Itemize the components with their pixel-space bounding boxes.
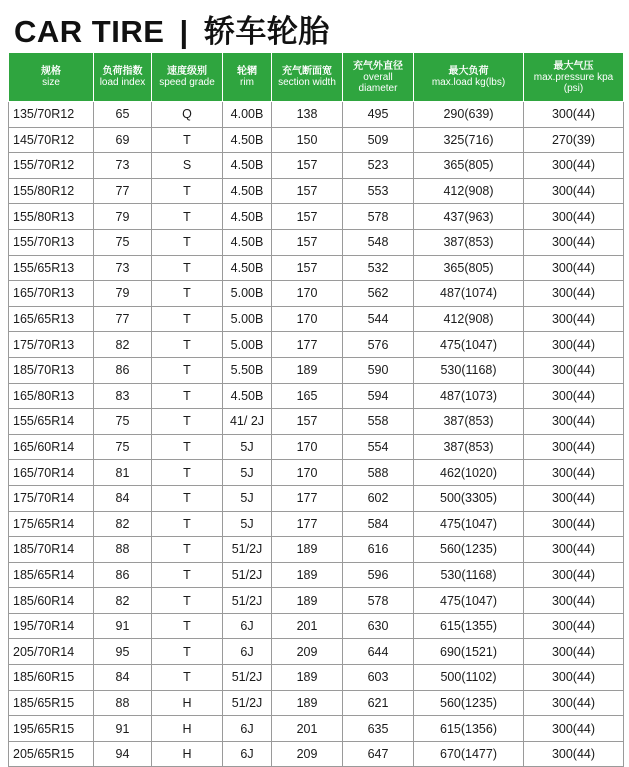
cell-overall-diameter: 548 bbox=[343, 229, 414, 255]
cell-overall-diameter: 630 bbox=[343, 613, 414, 639]
table-row bbox=[9, 741, 624, 767]
cell-speed-grade: T bbox=[152, 178, 223, 204]
cell-size: 185/60R15 bbox=[9, 665, 94, 691]
cell-size: 155/70R13 bbox=[9, 229, 94, 255]
cell-max-load: 387(853) bbox=[414, 409, 524, 435]
cell-size: 155/80R13 bbox=[9, 204, 94, 230]
cell-load-index: 82 bbox=[94, 588, 152, 614]
cell-max-load: 290(639) bbox=[414, 102, 524, 128]
cell-rim: 4.00B bbox=[223, 102, 272, 128]
table-row bbox=[9, 383, 624, 409]
cell-section-width: 150 bbox=[272, 127, 343, 153]
table-row bbox=[9, 690, 624, 716]
cell-max-pressure: 300(44) bbox=[524, 357, 624, 383]
column-header-en: max.pressure kpa (psi) bbox=[533, 71, 614, 94]
table-row bbox=[9, 409, 624, 435]
cell-max-pressure: 300(44) bbox=[524, 511, 624, 537]
cell-section-width: 201 bbox=[272, 716, 343, 742]
cell-rim: 5J bbox=[223, 485, 272, 511]
cell-overall-diameter: 562 bbox=[343, 281, 414, 307]
cell-load-index: 82 bbox=[94, 332, 152, 358]
cell-rim: 41/ 2J bbox=[223, 409, 272, 435]
cell-load-index: 77 bbox=[94, 306, 152, 332]
cell-section-width: 170 bbox=[272, 434, 343, 460]
cell-max-load: 615(1356) bbox=[414, 716, 524, 742]
table-row bbox=[9, 434, 624, 460]
cell-size: 195/70R14 bbox=[9, 613, 94, 639]
cell-size: 185/70R13 bbox=[9, 357, 94, 383]
cell-size: 155/70R12 bbox=[9, 153, 94, 179]
cell-max-load: 387(853) bbox=[414, 229, 524, 255]
cell-speed-grade: T bbox=[152, 229, 223, 255]
cell-load-index: 65 bbox=[94, 102, 152, 128]
cell-rim: 5.00B bbox=[223, 332, 272, 358]
cell-overall-diameter: 647 bbox=[343, 741, 414, 767]
cell-max-load: 530(1168) bbox=[414, 357, 524, 383]
cell-max-load: 560(1235) bbox=[414, 690, 524, 716]
table-row bbox=[9, 102, 624, 128]
cell-overall-diameter: 578 bbox=[343, 204, 414, 230]
cell-section-width: 189 bbox=[272, 665, 343, 691]
cell-section-width: 170 bbox=[272, 306, 343, 332]
cell-max-pressure: 300(44) bbox=[524, 537, 624, 563]
cell-section-width: 157 bbox=[272, 178, 343, 204]
cell-max-pressure: 300(44) bbox=[524, 434, 624, 460]
cell-load-index: 81 bbox=[94, 460, 152, 486]
cell-overall-diameter: 495 bbox=[343, 102, 414, 128]
cell-rim: 4.50B bbox=[223, 255, 272, 281]
cell-speed-grade: T bbox=[152, 306, 223, 332]
cell-speed-grade: T bbox=[152, 588, 223, 614]
cell-overall-diameter: 603 bbox=[343, 665, 414, 691]
cell-max-pressure: 300(44) bbox=[524, 383, 624, 409]
table-row bbox=[9, 153, 624, 179]
cell-size: 135/70R12 bbox=[9, 102, 94, 128]
cell-rim: 5J bbox=[223, 460, 272, 486]
cell-max-load: 412(908) bbox=[414, 178, 524, 204]
cell-overall-diameter: 588 bbox=[343, 460, 414, 486]
cell-max-load: 462(1020) bbox=[414, 460, 524, 486]
table-row bbox=[9, 229, 624, 255]
column-header-en: overall diameter bbox=[358, 71, 398, 94]
cell-section-width: 170 bbox=[272, 281, 343, 307]
cell-speed-grade: H bbox=[152, 741, 223, 767]
cell-load-index: 84 bbox=[94, 485, 152, 511]
cell-load-index: 77 bbox=[94, 178, 152, 204]
column-header-en: max.load kg(lbs) bbox=[431, 77, 506, 88]
cell-max-load: 670(1477) bbox=[414, 741, 524, 767]
cell-rim: 51/2J bbox=[223, 537, 272, 563]
column-header-size bbox=[9, 53, 94, 102]
cell-load-index: 75 bbox=[94, 409, 152, 435]
table-row bbox=[9, 485, 624, 511]
column-header-zh: 充气外直径 bbox=[353, 60, 403, 72]
table-row bbox=[9, 537, 624, 563]
cell-size: 185/70R14 bbox=[9, 537, 94, 563]
cell-rim: 5J bbox=[223, 511, 272, 537]
cell-speed-grade: T bbox=[152, 665, 223, 691]
column-header-overall-diameter bbox=[343, 53, 414, 102]
cell-load-index: 83 bbox=[94, 383, 152, 409]
cell-max-load: 500(3305) bbox=[414, 485, 524, 511]
table-row bbox=[9, 178, 624, 204]
cell-rim: 5.50B bbox=[223, 357, 272, 383]
table-row bbox=[9, 460, 624, 486]
table-row bbox=[9, 127, 624, 153]
cell-size: 165/65R13 bbox=[9, 306, 94, 332]
column-header-en: section width bbox=[278, 77, 336, 88]
cell-max-load: 560(1235) bbox=[414, 537, 524, 563]
cell-section-width: 177 bbox=[272, 511, 343, 537]
column-header-load-index bbox=[94, 53, 152, 102]
cell-rim: 51/2J bbox=[223, 588, 272, 614]
cell-overall-diameter: 621 bbox=[343, 690, 414, 716]
cell-overall-diameter: 553 bbox=[343, 178, 414, 204]
cell-max-load: 475(1047) bbox=[414, 332, 524, 358]
cell-speed-grade: T bbox=[152, 562, 223, 588]
column-header-zh: 负荷指数 bbox=[102, 66, 143, 77]
cell-size: 165/70R13 bbox=[9, 281, 94, 307]
column-header-en: rim bbox=[240, 77, 254, 88]
page-title bbox=[14, 6, 330, 51]
cell-max-pressure: 300(44) bbox=[524, 255, 624, 281]
cell-section-width: 189 bbox=[272, 537, 343, 563]
cell-rim: 51/2J bbox=[223, 665, 272, 691]
cell-max-load: 387(853) bbox=[414, 434, 524, 460]
table-row bbox=[9, 562, 624, 588]
column-header-rim bbox=[223, 53, 272, 102]
cell-load-index: 79 bbox=[94, 281, 152, 307]
cell-overall-diameter: 532 bbox=[343, 255, 414, 281]
cell-rim: 4.50B bbox=[223, 127, 272, 153]
cell-load-index: 88 bbox=[94, 690, 152, 716]
tire-spec-table bbox=[8, 52, 624, 767]
title-zh: 轿车轮胎 bbox=[203, 14, 330, 49]
cell-overall-diameter: 635 bbox=[343, 716, 414, 742]
cell-speed-grade: T bbox=[152, 485, 223, 511]
cell-load-index: 69 bbox=[94, 127, 152, 153]
title-separator: | bbox=[179, 14, 189, 49]
cell-overall-diameter: 509 bbox=[343, 127, 414, 153]
cell-speed-grade: S bbox=[152, 153, 223, 179]
title-en: CAR TIRE bbox=[14, 14, 165, 49]
cell-rim: 4.50B bbox=[223, 383, 272, 409]
table-row bbox=[9, 665, 624, 691]
cell-rim: 4.50B bbox=[223, 153, 272, 179]
cell-speed-grade: T bbox=[152, 127, 223, 153]
cell-overall-diameter: 616 bbox=[343, 537, 414, 563]
cell-size: 165/60R14 bbox=[9, 434, 94, 460]
cell-section-width: 209 bbox=[272, 639, 343, 665]
cell-section-width: 157 bbox=[272, 255, 343, 281]
cell-load-index: 86 bbox=[94, 562, 152, 588]
cell-max-pressure: 300(44) bbox=[524, 332, 624, 358]
cell-overall-diameter: 558 bbox=[343, 409, 414, 435]
cell-section-width: 189 bbox=[272, 562, 343, 588]
column-header-zh: 最大气压 bbox=[553, 60, 594, 72]
cell-max-load: 615(1355) bbox=[414, 613, 524, 639]
table-row bbox=[9, 716, 624, 742]
cell-max-pressure: 300(44) bbox=[524, 690, 624, 716]
cell-load-index: 82 bbox=[94, 511, 152, 537]
cell-max-pressure: 300(44) bbox=[524, 562, 624, 588]
cell-size: 185/65R14 bbox=[9, 562, 94, 588]
cell-section-width: 177 bbox=[272, 332, 343, 358]
column-header-zh: 轮辋 bbox=[237, 66, 257, 77]
cell-max-pressure: 300(44) bbox=[524, 204, 624, 230]
cell-section-width: 138 bbox=[272, 102, 343, 128]
cell-section-width: 201 bbox=[272, 613, 343, 639]
cell-size: 175/70R14 bbox=[9, 485, 94, 511]
cell-speed-grade: H bbox=[152, 690, 223, 716]
cell-load-index: 75 bbox=[94, 434, 152, 460]
table-row bbox=[9, 357, 624, 383]
column-header-en: speed grade bbox=[159, 77, 215, 88]
cell-max-load: 487(1073) bbox=[414, 383, 524, 409]
cell-size: 155/65R14 bbox=[9, 409, 94, 435]
cell-rim: 6J bbox=[223, 741, 272, 767]
column-header-en: size bbox=[42, 77, 60, 88]
cell-max-pressure: 300(44) bbox=[524, 665, 624, 691]
table-row bbox=[9, 511, 624, 537]
column-header-zh: 最大负荷 bbox=[448, 66, 489, 77]
cell-max-load: 500(1102) bbox=[414, 665, 524, 691]
cell-section-width: 157 bbox=[272, 409, 343, 435]
column-header-zh: 充气断面宽 bbox=[282, 66, 332, 77]
cell-size: 205/65R15 bbox=[9, 741, 94, 767]
cell-overall-diameter: 554 bbox=[343, 434, 414, 460]
cell-overall-diameter: 644 bbox=[343, 639, 414, 665]
cell-rim: 4.50B bbox=[223, 229, 272, 255]
cell-max-load: 412(908) bbox=[414, 306, 524, 332]
cell-size: 195/65R15 bbox=[9, 716, 94, 742]
cell-section-width: 157 bbox=[272, 229, 343, 255]
table-row bbox=[9, 281, 624, 307]
cell-section-width: 165 bbox=[272, 383, 343, 409]
cell-load-index: 95 bbox=[94, 639, 152, 665]
cell-section-width: 170 bbox=[272, 460, 343, 486]
cell-size: 165/70R14 bbox=[9, 460, 94, 486]
cell-speed-grade: T bbox=[152, 357, 223, 383]
cell-rim: 5.00B bbox=[223, 281, 272, 307]
table-row bbox=[9, 306, 624, 332]
cell-rim: 6J bbox=[223, 716, 272, 742]
cell-section-width: 189 bbox=[272, 690, 343, 716]
cell-overall-diameter: 602 bbox=[343, 485, 414, 511]
cell-overall-diameter: 576 bbox=[343, 332, 414, 358]
cell-load-index: 73 bbox=[94, 255, 152, 281]
cell-rim: 4.50B bbox=[223, 204, 272, 230]
cell-max-pressure: 300(44) bbox=[524, 229, 624, 255]
cell-max-pressure: 300(44) bbox=[524, 153, 624, 179]
cell-size: 145/70R12 bbox=[9, 127, 94, 153]
cell-max-pressure: 300(44) bbox=[524, 460, 624, 486]
cell-overall-diameter: 594 bbox=[343, 383, 414, 409]
cell-max-pressure: 300(44) bbox=[524, 102, 624, 128]
cell-max-pressure: 300(44) bbox=[524, 741, 624, 767]
cell-section-width: 157 bbox=[272, 153, 343, 179]
cell-section-width: 209 bbox=[272, 741, 343, 767]
cell-speed-grade: T bbox=[152, 409, 223, 435]
cell-max-load: 365(805) bbox=[414, 255, 524, 281]
cell-rim: 5J bbox=[223, 434, 272, 460]
cell-overall-diameter: 596 bbox=[343, 562, 414, 588]
cell-rim: 6J bbox=[223, 613, 272, 639]
header-row bbox=[9, 53, 624, 102]
cell-size: 205/70R14 bbox=[9, 639, 94, 665]
cell-load-index: 73 bbox=[94, 153, 152, 179]
cell-speed-grade: T bbox=[152, 383, 223, 409]
cell-section-width: 177 bbox=[272, 485, 343, 511]
cell-max-pressure: 300(44) bbox=[524, 485, 624, 511]
cell-speed-grade: T bbox=[152, 255, 223, 281]
cell-max-load: 365(805) bbox=[414, 153, 524, 179]
table-row bbox=[9, 613, 624, 639]
cell-max-pressure: 300(44) bbox=[524, 588, 624, 614]
cell-rim: 6J bbox=[223, 639, 272, 665]
cell-max-load: 690(1521) bbox=[414, 639, 524, 665]
cell-load-index: 91 bbox=[94, 716, 152, 742]
cell-max-load: 437(963) bbox=[414, 204, 524, 230]
cell-max-load: 475(1047) bbox=[414, 511, 524, 537]
cell-overall-diameter: 544 bbox=[343, 306, 414, 332]
table-row bbox=[9, 332, 624, 358]
cell-max-pressure: 300(44) bbox=[524, 306, 624, 332]
cell-speed-grade: T bbox=[152, 639, 223, 665]
cell-load-index: 91 bbox=[94, 613, 152, 639]
cell-speed-grade: T bbox=[152, 511, 223, 537]
column-header-speed-grade bbox=[152, 53, 223, 102]
cell-overall-diameter: 523 bbox=[343, 153, 414, 179]
cell-speed-grade: T bbox=[152, 537, 223, 563]
cell-speed-grade: H bbox=[152, 716, 223, 742]
column-header-zh: 规格 bbox=[41, 66, 61, 77]
cell-max-load: 325(716) bbox=[414, 127, 524, 153]
column-header-max-load bbox=[414, 53, 524, 102]
cell-max-pressure: 300(44) bbox=[524, 716, 624, 742]
cell-section-width: 157 bbox=[272, 204, 343, 230]
cell-size: 175/65R14 bbox=[9, 511, 94, 537]
cell-speed-grade: T bbox=[152, 434, 223, 460]
column-header-zh: 速度级别 bbox=[167, 66, 207, 77]
cell-max-pressure: 300(44) bbox=[524, 409, 624, 435]
cell-max-pressure: 300(44) bbox=[524, 178, 624, 204]
cell-max-pressure: 300(44) bbox=[524, 281, 624, 307]
cell-overall-diameter: 584 bbox=[343, 511, 414, 537]
cell-speed-grade: T bbox=[152, 281, 223, 307]
cell-speed-grade: Q bbox=[152, 102, 223, 128]
cell-max-pressure: 300(44) bbox=[524, 613, 624, 639]
cell-speed-grade: T bbox=[152, 460, 223, 486]
cell-max-load: 487(1074) bbox=[414, 281, 524, 307]
cell-overall-diameter: 590 bbox=[343, 357, 414, 383]
cell-load-index: 75 bbox=[94, 229, 152, 255]
cell-max-load: 475(1047) bbox=[414, 588, 524, 614]
cell-rim: 51/2J bbox=[223, 562, 272, 588]
cell-rim: 5.00B bbox=[223, 306, 272, 332]
column-header-en: load index bbox=[99, 77, 146, 88]
cell-size: 165/80R13 bbox=[9, 383, 94, 409]
cell-load-index: 94 bbox=[94, 741, 152, 767]
cell-max-pressure: 270(39) bbox=[524, 127, 624, 153]
cell-max-load: 530(1168) bbox=[414, 562, 524, 588]
cell-speed-grade: T bbox=[152, 204, 223, 230]
cell-size: 155/80R12 bbox=[9, 178, 94, 204]
cell-size: 185/65R15 bbox=[9, 690, 94, 716]
column-header-section-width bbox=[272, 53, 343, 102]
cell-size: 185/60R14 bbox=[9, 588, 94, 614]
cell-speed-grade: T bbox=[152, 613, 223, 639]
cell-load-index: 86 bbox=[94, 357, 152, 383]
table-header bbox=[9, 53, 624, 102]
cell-rim: 51/2J bbox=[223, 690, 272, 716]
cell-max-pressure: 300(44) bbox=[524, 639, 624, 665]
table-row bbox=[9, 204, 624, 230]
column-header-max-pressure bbox=[524, 53, 624, 102]
cell-speed-grade: T bbox=[152, 332, 223, 358]
cell-load-index: 84 bbox=[94, 665, 152, 691]
table-body bbox=[9, 102, 624, 767]
table-row bbox=[9, 639, 624, 665]
cell-overall-diameter: 578 bbox=[343, 588, 414, 614]
cell-section-width: 189 bbox=[272, 588, 343, 614]
cell-rim: 4.50B bbox=[223, 178, 272, 204]
table-row bbox=[9, 588, 624, 614]
cell-load-index: 88 bbox=[94, 537, 152, 563]
table-row bbox=[9, 255, 624, 281]
cell-size: 175/70R13 bbox=[9, 332, 94, 358]
cell-size: 155/65R13 bbox=[9, 255, 94, 281]
cell-section-width: 189 bbox=[272, 357, 343, 383]
cell-load-index: 79 bbox=[94, 204, 152, 230]
